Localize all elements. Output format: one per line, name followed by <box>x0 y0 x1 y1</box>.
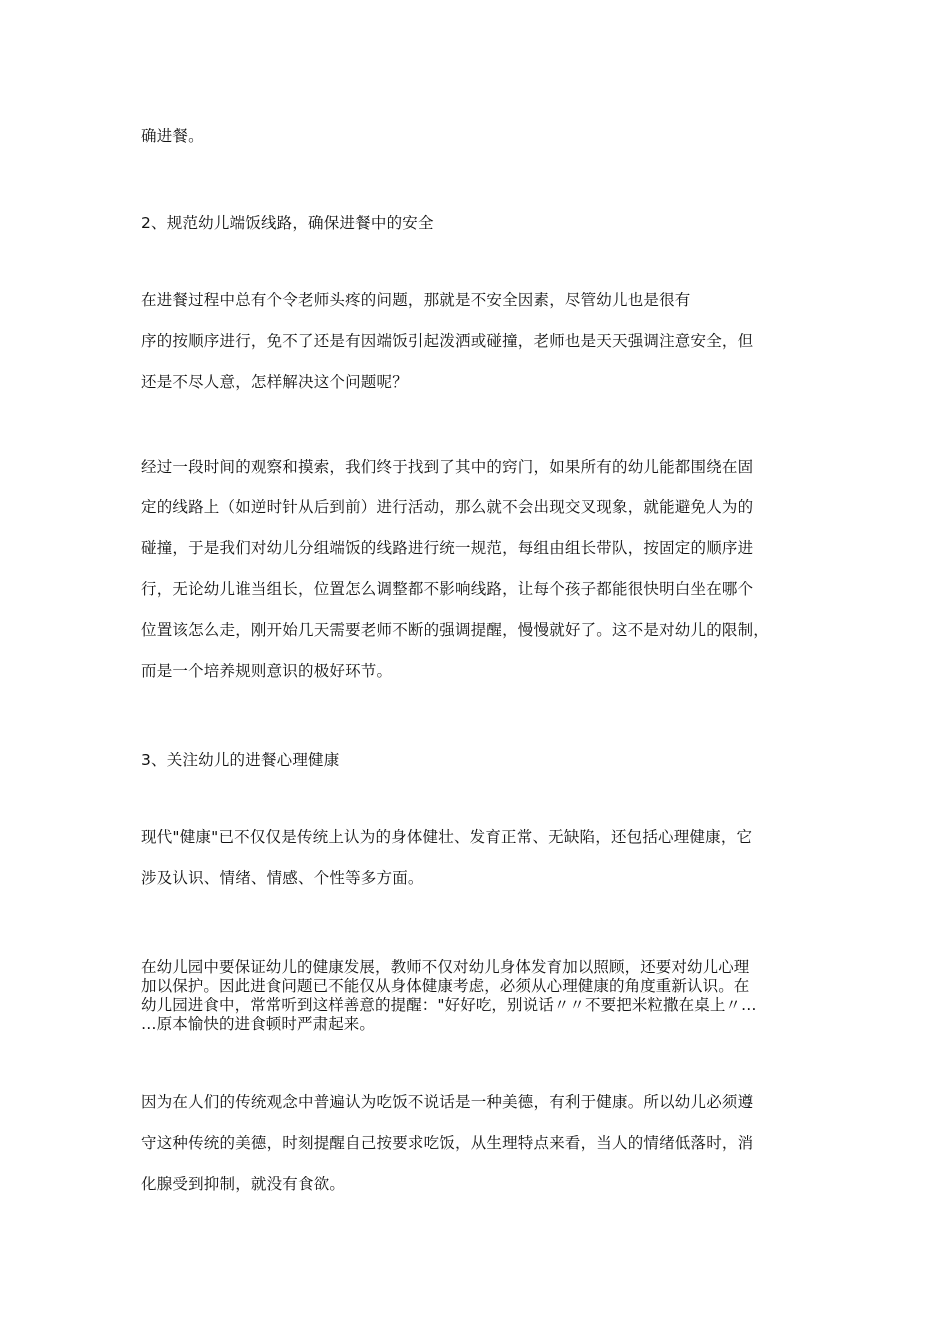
text-line: 还是不尽人意，怎样解决这个问题呢？ <box>141 373 408 391</box>
dense-paragraph <box>141 958 813 1034</box>
text-line: 幼儿园进食中，常常听到这样善意的提醒："好好吃，别说话〃〃不要把米粒撒在桌上〃… <box>141 996 757 1014</box>
text-line: 在进餐过程中总有个令老师头疼的问题，那就是不安全因素，尽管幼儿也是很有 <box>141 291 691 309</box>
text-line: 加以保护。因此进食问题已不能仅从身体健康考虑，必须从心理健康的角度重新认识。在 <box>141 977 750 995</box>
text-line: …原本愉快的进食顿时严肃起来。 <box>141 1015 376 1033</box>
text-line: 位置该怎么走，刚开始几天需要老师不断的强调提醒，慢慢就好了。这不是对幼儿的限制， <box>141 621 770 639</box>
text-line: 化腺受到抑制，就没有食欲。 <box>141 1175 346 1193</box>
text-line: 涉及认识、情绪、情感、个性等多方面。 <box>141 869 424 887</box>
text-line: 经过一段时间的观察和摸索，我们终于找到了其中的窍门，如果所有的幼儿能都围绕在固 <box>141 458 754 476</box>
text-line: 行，无论幼儿谁当组长，位置怎么调整都不影响线路，让每个孩子都能很快明白坐在哪个 <box>141 580 754 598</box>
text-line: 定的线路上（如逆时针从后到前）进行活动，那么就不会出现交叉现象，就能避免人为的 <box>141 498 754 516</box>
text-line: 现代"健康"已不仅仅是传统上认为的身体健壮、发育正常、无缺陷，还包括心理健康，它 <box>141 828 753 846</box>
section-heading: 3、关注幼儿的进餐心理健康 <box>141 751 340 769</box>
text-line: 序的按顺序进行，免不了还是有因端饭引起泼洒或碰撞，老师也是天天强调注意安全，但 <box>141 332 754 350</box>
text-line: 确进餐。 <box>141 127 204 145</box>
text-line: 而是一个培养规则意识的极好环节。 <box>141 662 393 680</box>
section-heading: 2、规范幼儿端饭线路，确保进餐中的安全 <box>141 214 434 232</box>
text-line: 在幼儿园中要保证幼儿的健康发展，教师不仅对幼儿身体发育加以照顾，还要对幼儿心理 <box>141 958 750 976</box>
text-line: 守这种传统的美德，时刻提醒自己按要求吃饭，从生理特点来看，当人的情绪低落时，消 <box>141 1134 754 1152</box>
text-line: 碰撞，于是我们对幼儿分组端饭的线路进行统一规范，每组由组长带队，按固定的顺序进 <box>141 539 754 557</box>
text-line: 因为在人们的传统观念中普遍认为吃饭不说话是一种美德，有利于健康。所以幼儿必须遵 <box>141 1093 754 1111</box>
